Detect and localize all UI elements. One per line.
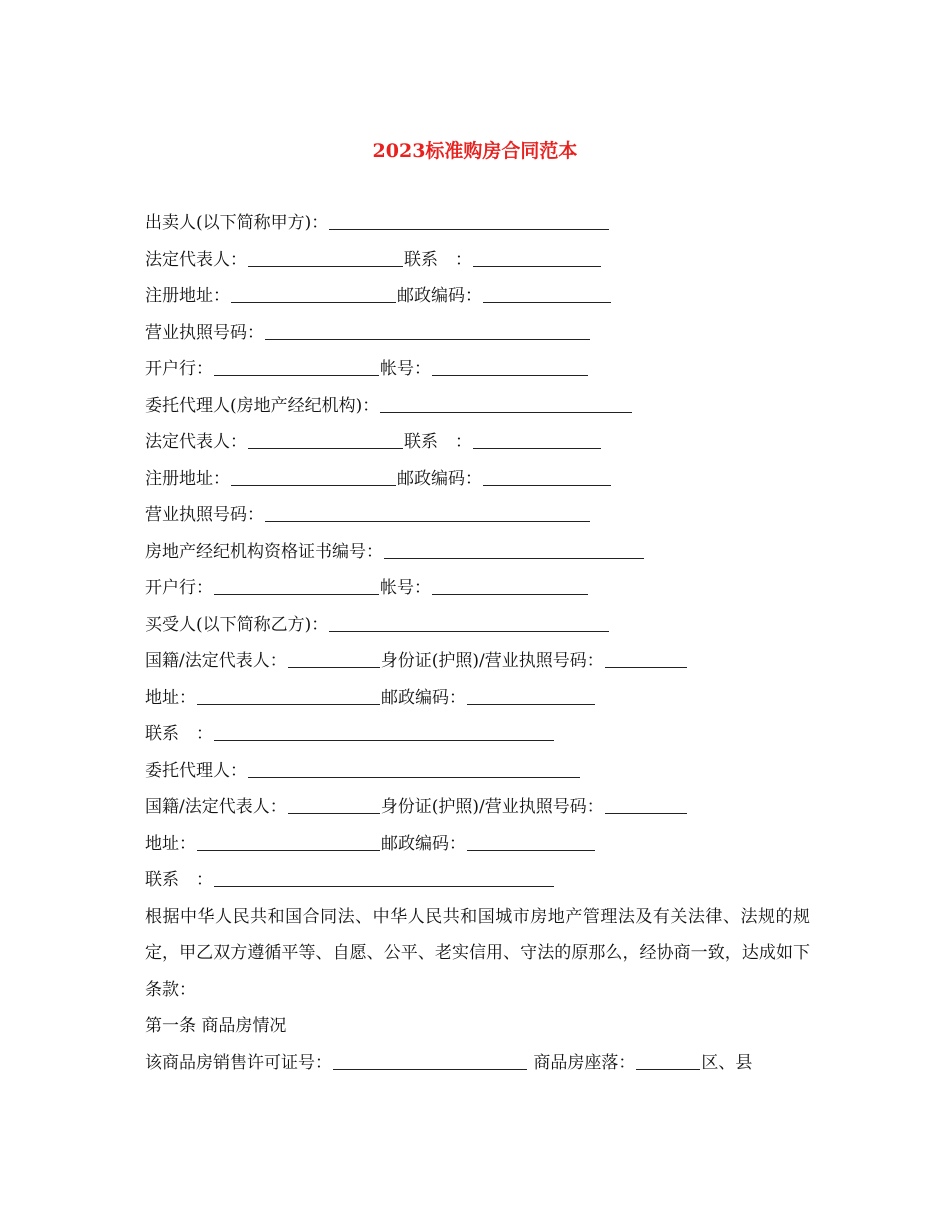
buyer-address-line bbox=[145, 680, 810, 717]
buyer-line bbox=[145, 607, 810, 644]
seller-legal-rep-blank[interactable] bbox=[248, 244, 403, 267]
nationality-label: 国籍/法定代表人： bbox=[145, 651, 287, 671]
proxy-contact-line bbox=[145, 862, 810, 899]
contact-label: 联系 ： bbox=[404, 249, 472, 270]
proxy-address-blank[interactable] bbox=[197, 828, 380, 851]
buyer-address-blank[interactable] bbox=[197, 682, 380, 705]
contact-label: 联系 ： bbox=[145, 724, 213, 744]
license-label: 营业执照号码： bbox=[145, 322, 264, 343]
account-label: 帐号： bbox=[380, 578, 431, 598]
postcode-label: 邮政编码： bbox=[381, 833, 466, 854]
agent-bank-blank[interactable] bbox=[214, 572, 379, 595]
agent-legal-rep-blank[interactable] bbox=[248, 426, 403, 449]
agent-bank-line bbox=[145, 570, 810, 607]
article-1-title-text: 第一条 商品房情况 bbox=[145, 1016, 287, 1036]
proxy-id-blank[interactable] bbox=[605, 791, 687, 814]
address-label: 地址： bbox=[145, 687, 196, 708]
nationality-label: 国籍/法定代表人： bbox=[145, 797, 287, 817]
agent-license-line bbox=[145, 497, 810, 534]
seller-bank-line bbox=[145, 351, 810, 388]
proxy-postcode-blank[interactable] bbox=[467, 828, 595, 851]
agent-contact-blank[interactable] bbox=[473, 426, 601, 449]
preamble-paragraph: 根据中华人民共和国合同法、中华人民共和国城市房地产管理法及有关法律、法规的规定，甲乙双方遵循平等、自愿、公平、老实信用、守法的原那么，经协商一致，达成如下条款： bbox=[145, 906, 810, 1000]
buyer-label: 买受人(以下简称乙方)： bbox=[145, 614, 329, 635]
buyer-proxy-line bbox=[145, 753, 810, 790]
agent-cert-blank[interactable] bbox=[384, 536, 644, 559]
proxy-label: 委托代理人： bbox=[145, 760, 247, 781]
buyer-contact-line bbox=[145, 716, 810, 753]
agent-address-blank[interactable] bbox=[231, 463, 396, 486]
postcode-label: 邮政编码： bbox=[397, 468, 482, 489]
agent-account-blank[interactable] bbox=[432, 572, 588, 595]
bank-label: 开户行： bbox=[145, 578, 213, 598]
bank-label: 开户行： bbox=[145, 359, 213, 379]
seller-postcode-blank[interactable] bbox=[483, 280, 611, 303]
buyer-postcode-blank[interactable] bbox=[467, 682, 595, 705]
seller-line bbox=[145, 205, 810, 242]
permit-label: 该商品房销售许可证号： bbox=[145, 1052, 332, 1073]
contact-label: 联系 ： bbox=[145, 870, 213, 890]
seller-label: 出卖人(以下简称甲方)： bbox=[145, 213, 329, 233]
buyer-contact-blank[interactable] bbox=[214, 718, 554, 741]
address-label: 注册地址： bbox=[145, 468, 230, 489]
seller-license-line bbox=[145, 315, 810, 352]
agent-name-blank[interactable] bbox=[380, 390, 632, 413]
seller-bank-blank[interactable] bbox=[214, 353, 379, 376]
postcode-label: 邮政编码： bbox=[397, 286, 482, 306]
buyer-id-blank[interactable] bbox=[605, 645, 687, 668]
cert-label: 房地产经纪机构资格证书编号： bbox=[145, 541, 383, 562]
legal-rep-label: 法定代表人： bbox=[145, 432, 247, 452]
page-title: 2023标准购房合同范本 bbox=[372, 140, 578, 162]
buyer-nationality-blank[interactable] bbox=[288, 645, 380, 668]
agent-license-blank[interactable] bbox=[265, 499, 590, 522]
agent-line bbox=[145, 388, 810, 425]
id-label: 身份证(护照)/营业执照号码： bbox=[380, 797, 604, 817]
seller-account-blank[interactable] bbox=[432, 353, 588, 376]
seller-legal-rep-line bbox=[145, 242, 810, 279]
seller-license-blank[interactable] bbox=[265, 317, 590, 340]
id-label: 身份证(护照)/营业执照号码： bbox=[380, 651, 604, 671]
buyer-nationality-line bbox=[145, 643, 810, 680]
account-label: 帐号： bbox=[380, 359, 431, 379]
seller-name-blank[interactable] bbox=[329, 207, 609, 230]
proxy-address-line bbox=[145, 826, 810, 863]
address-label: 注册地址： bbox=[145, 286, 230, 306]
agent-legal-rep-line bbox=[145, 424, 810, 461]
agent-cert-line bbox=[145, 534, 810, 571]
address-label: 地址： bbox=[145, 833, 196, 854]
location-district-blank[interactable] bbox=[636, 1047, 700, 1070]
postcode-label: 邮政编码： bbox=[381, 687, 466, 708]
article-1-title bbox=[145, 1008, 810, 1045]
location-label: 商品房座落： bbox=[533, 1052, 636, 1073]
seller-address-line bbox=[145, 278, 810, 315]
buyer-name-blank[interactable] bbox=[329, 609, 609, 632]
proxy-nationality-blank[interactable] bbox=[288, 791, 380, 814]
buyer-proxy-blank[interactable] bbox=[248, 755, 580, 778]
seller-contact-blank[interactable] bbox=[473, 244, 601, 267]
permit-line bbox=[145, 1045, 810, 1082]
permit-number-blank[interactable] bbox=[333, 1047, 527, 1070]
legal-rep-label: 法定代表人： bbox=[145, 249, 247, 270]
license-label: 营业执照号码： bbox=[145, 505, 264, 525]
district-suffix: 区、县 bbox=[701, 1052, 753, 1073]
proxy-contact-blank[interactable] bbox=[214, 864, 554, 887]
agent-label: 委托代理人(房地产经纪机构)： bbox=[145, 395, 380, 416]
contact-label: 联系 ： bbox=[404, 432, 472, 452]
contract-form bbox=[145, 205, 810, 1081]
agent-address-line bbox=[145, 461, 810, 498]
proxy-nationality-line bbox=[145, 789, 810, 826]
seller-address-blank[interactable] bbox=[231, 280, 396, 303]
agent-postcode-blank[interactable] bbox=[483, 463, 611, 486]
